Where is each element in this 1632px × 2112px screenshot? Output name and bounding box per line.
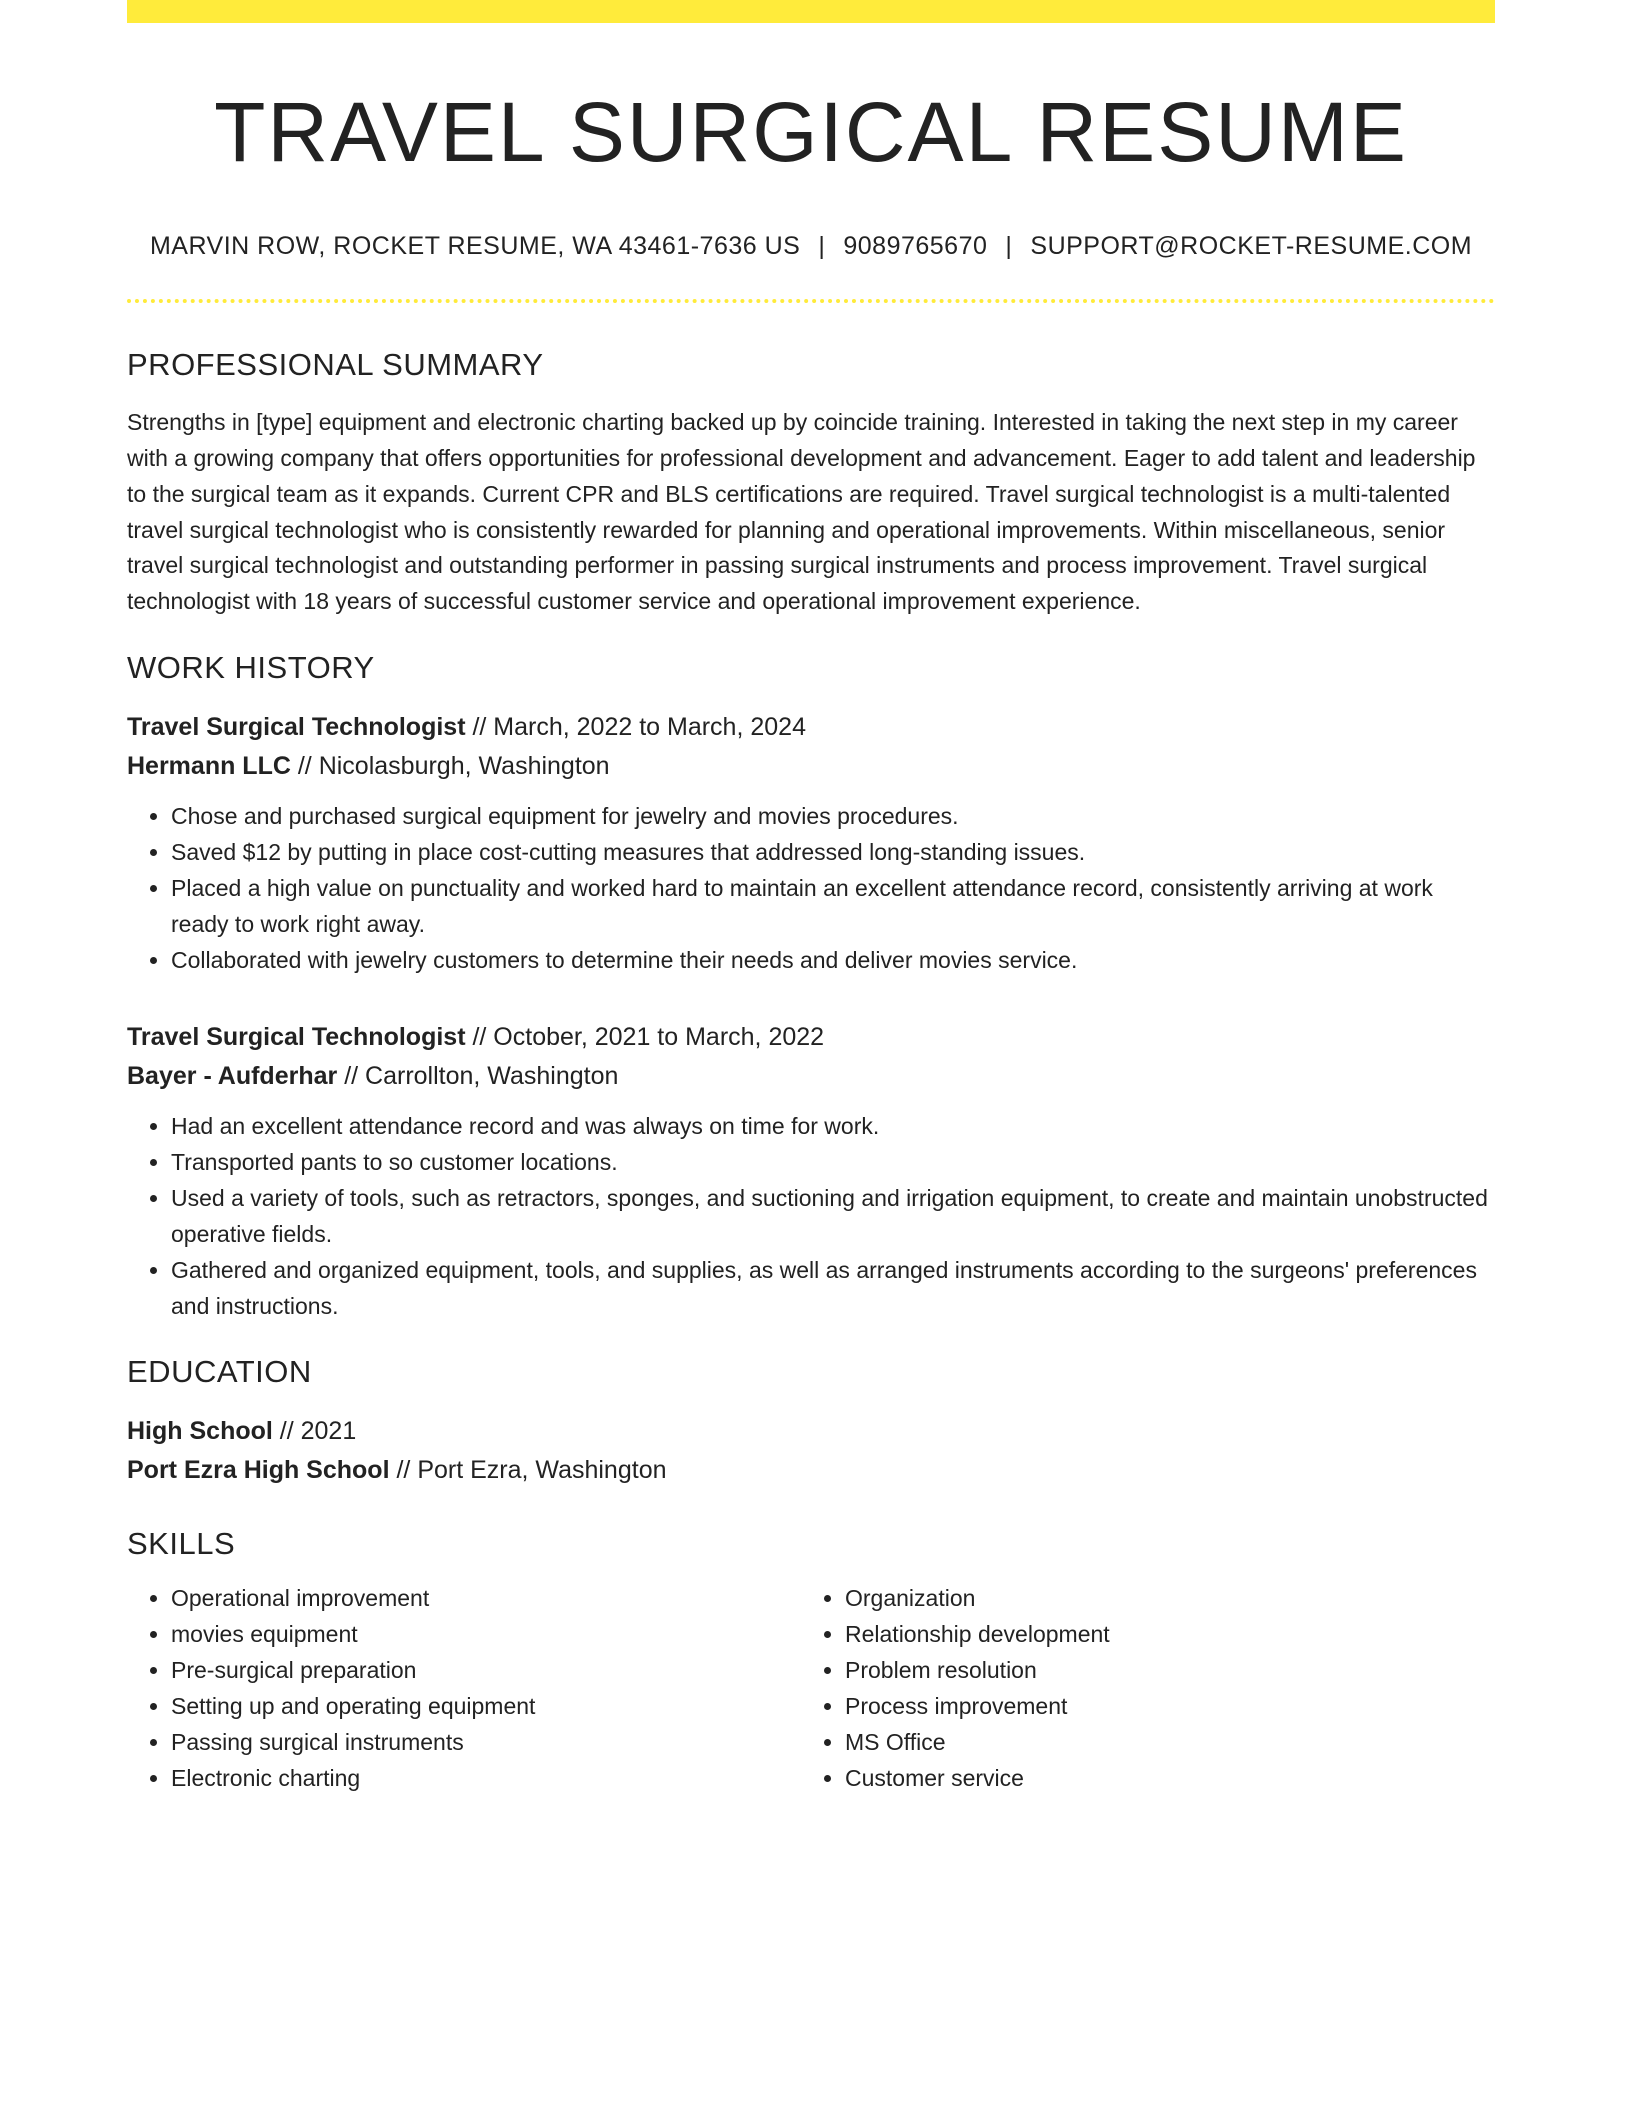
job-bullet: • Gathered and organized equipment, tools, and supplies, as well as arranged instruments according to the surgeons' preferences and instructions.	[171, 1252, 1495, 1324]
skills-column-left	[127, 1580, 801, 1796]
skill-item: • Relationship development	[845, 1616, 1475, 1652]
education-heading: EDUCATION	[127, 1353, 312, 1389]
job-title: Travel Surgical Technologist	[127, 712, 466, 741]
skills-column-right	[801, 1580, 1475, 1796]
job-title-line	[127, 1018, 1495, 1057]
skill-item: • Passing surgical instruments	[171, 1724, 801, 1760]
job-bullets	[127, 1108, 1495, 1324]
job-entry	[127, 708, 1495, 978]
skill-item: • movies equipment	[171, 1616, 801, 1652]
job-location: // Nicolasburgh, Washington	[290, 751, 610, 780]
job-entry	[127, 1018, 1495, 1324]
job-bullet: • Transported pants to so customer locations.	[171, 1144, 1495, 1180]
job-company: Hermann LLC	[127, 751, 291, 780]
job-bullets	[127, 798, 1495, 978]
skill-item: • Process improvement	[845, 1688, 1475, 1724]
skill-item: • MS Office	[845, 1724, 1475, 1760]
skill-item: • Electronic charting	[171, 1760, 801, 1796]
summary-text: Strengths in [type] equipment and electronic charting backed up by coincide training. Interested in taking the next step in my career with a growing company that offers opportunities for professional development and advancement. Eager to add talent and leadership to the surgical team as it expands. Current CPR and BLS certifications are required. Travel surgical technologist is a multi-talented travel surgical technologist who is consistently rewarded for planning and operational improvements. Within miscellaneous, senior travel surgical technologist and outstanding performer in passing surgical instruments and process improvement. Travel surgical technologist with 18 years of successful customer service and operational improvement experience.	[127, 409, 1476, 614]
job-bullet: • Had an excellent attendance record and was always on time for work.	[171, 1108, 1495, 1144]
job-company-line	[127, 747, 1495, 786]
resume-page	[127, 0, 1495, 1796]
job-company-line	[127, 1057, 1495, 1096]
education-degree: High School	[127, 1416, 273, 1445]
skills-bullets-left	[127, 1580, 801, 1796]
contact-line	[127, 232, 1495, 261]
skill-item: • Pre-surgical preparation	[171, 1652, 801, 1688]
job-company: Bayer - Aufderhar	[127, 1061, 338, 1090]
education-degree-line	[127, 1412, 1495, 1451]
skill-item: • Operational improvement	[171, 1580, 801, 1616]
skill-item: • Customer service	[845, 1760, 1475, 1796]
dotted-divider	[127, 299, 1495, 303]
contact-phone: 9089765670	[843, 232, 988, 261]
resume-title: TRAVEL SURGICAL RESUME	[214, 85, 1408, 179]
job-location: // Carrollton, Washington	[337, 1061, 619, 1090]
education-year: // 2021	[272, 1416, 357, 1445]
skill-item: • Problem resolution	[845, 1652, 1475, 1688]
job-title-line	[127, 708, 1495, 747]
education-entry	[127, 1412, 1495, 1490]
job-bullet: • Chose and purchased surgical equipment for jewelry and movies procedures.	[171, 798, 1495, 834]
skill-item: • Organization	[845, 1580, 1475, 1616]
summary-heading: PROFESSIONAL SUMMARY	[127, 347, 544, 383]
work-history-heading: WORK HISTORY	[127, 649, 375, 685]
education-location: // Port Ezra, Washington	[389, 1455, 667, 1484]
skills-bullets-right	[801, 1580, 1475, 1796]
contact-email: SUPPORT@ROCKET-RESUME.COM	[1030, 232, 1473, 261]
accent-top-bar	[127, 0, 1495, 23]
skills-heading: SKILLS	[127, 1525, 236, 1561]
contact-address: MARVIN ROW, ROCKET RESUME, WA 43461-7636 US	[149, 232, 801, 261]
skill-item: • Setting up and operating equipment	[171, 1688, 801, 1724]
job-bullet: • Collaborated with jewelry customers to determine their needs and deliver movies service.	[171, 942, 1495, 978]
skills-list	[127, 1580, 1495, 1796]
job-bullet: • Used a variety of tools, such as retractors, sponges, and suctioning and irrigation equipment, to create and maintain unobstructed operative fields.	[171, 1180, 1495, 1252]
job-title: Travel Surgical Technologist	[127, 1022, 466, 1051]
education-school: Port Ezra High School	[127, 1455, 390, 1484]
job-dates: // October, 2021 to March, 2022	[465, 1022, 825, 1051]
contact-separator: |	[1005, 232, 1013, 261]
job-dates: // March, 2022 to March, 2024	[465, 712, 806, 741]
job-bullet: • Placed a high value on punctuality and worked hard to maintain an excellent attendance record, consistently arriving at work ready to work right away.	[171, 870, 1495, 942]
education-school-line	[127, 1451, 1495, 1490]
job-bullet: • Saved $12 by putting in place cost-cutting measures that addressed long-standing issues.	[171, 834, 1495, 870]
contact-separator: |	[818, 232, 826, 261]
